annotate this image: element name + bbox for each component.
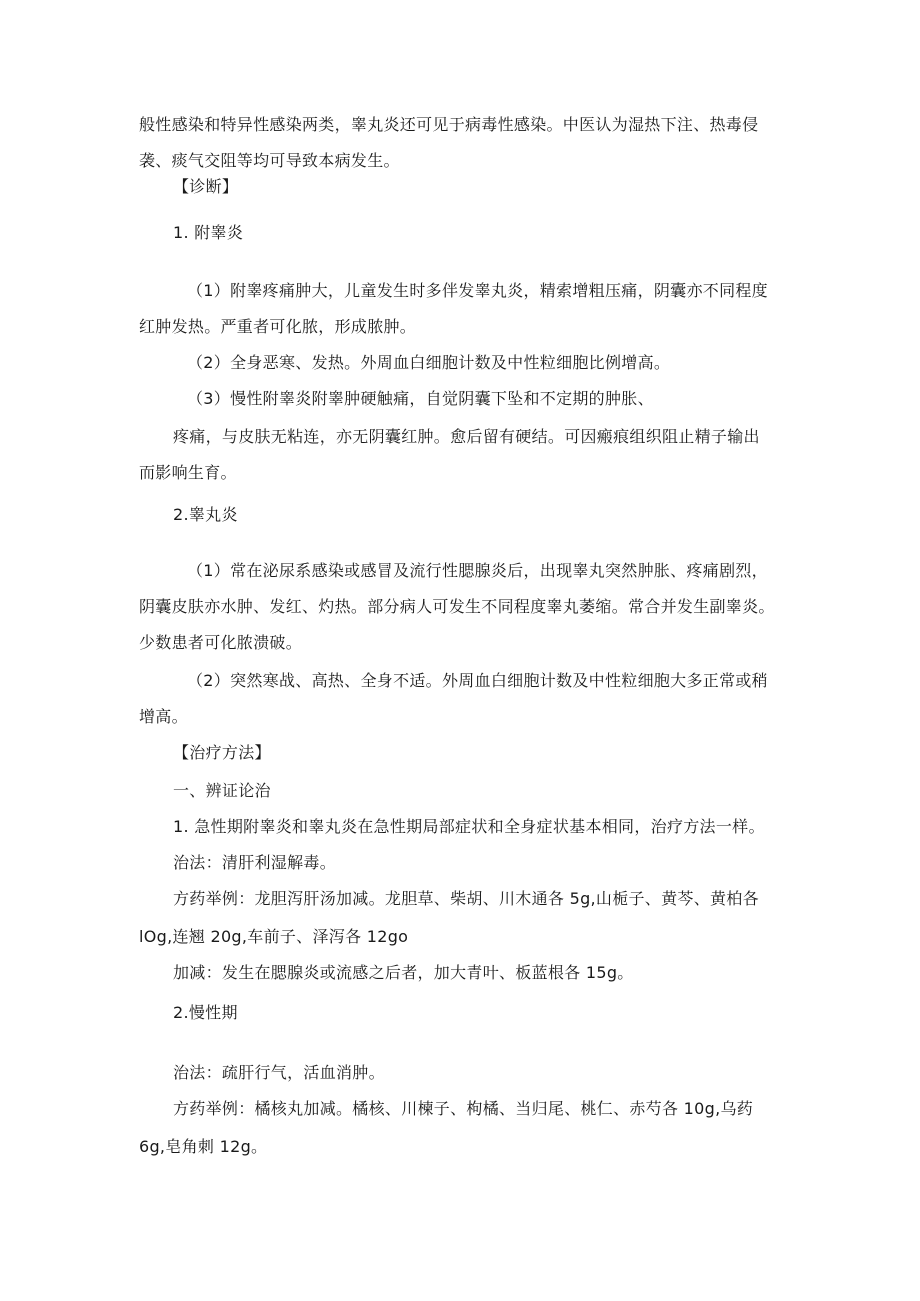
epididymitis-title: 1. 附睾炎 bbox=[173, 223, 244, 242]
epididymitis-item2: （2）全身恶寒、发热。外周血白细胞计数及中性粒细胞比例增高。 bbox=[187, 353, 671, 372]
orchitis-item1-line2: 阴囊皮肤亦水肿、发红、灼热。部分病人可发生不同程度睾丸萎缩。常合并发生副睾炎。 bbox=[139, 597, 775, 616]
orchitis-title: 2.睾丸炎 bbox=[173, 505, 238, 524]
treatment-section-1: 一、辨证论治 bbox=[173, 781, 271, 800]
acute-title: 1. 急性期附睾炎和睾丸炎在急性期局部症状和全身症状基本相同，治疗方法一样。 bbox=[173, 817, 765, 836]
chronic-title: 2.慢性期 bbox=[173, 1003, 238, 1022]
orchitis-item2-line2: 增高。 bbox=[139, 707, 188, 726]
acute-modification: 加减：发生在腮腺炎或流感之后者，加大青叶、板蓝根各 15g。 bbox=[173, 963, 634, 982]
chronic-prescription-line1: 方药举例：橘核丸加减。橘核、川楝子、枸橘、当归尾、桃仁、赤芍各 10g,乌药 bbox=[173, 1099, 754, 1118]
epididymitis-item1-line2: 红肿发热。严重者可化脓，形成脓肿。 bbox=[139, 317, 417, 336]
acute-prescription-line1: 方药举例：龙胆泻肝汤加减。龙胆草、柴胡、川木通各 5g,山栀子、黄芩、黄柏各 bbox=[173, 889, 759, 908]
orchitis-item1-line3: 少数患者可化脓溃破。 bbox=[139, 633, 303, 652]
intro-line-2: 袭、痰气交阻等均可导致本病发生。 bbox=[139, 151, 400, 170]
orchitis-item2-line1: （2）突然寒战、高热、全身不适。外周血白细胞计数及中性粒细胞大多正常或稍 bbox=[187, 671, 768, 690]
orchitis-item1-line1: （1）常在泌尿系感染或感冒及流行性腮腺炎后，出现睾丸突然肿胀、疼痛剧烈， bbox=[187, 561, 768, 580]
epididymitis-item3-line1: （3）慢性附睾炎附睾肿硬触痛，自觉阴囊下坠和不定期的肿胀、 bbox=[187, 389, 654, 408]
acute-prescription-line2: lOg,连翘 20g,车前子、泽泻各 12go bbox=[139, 927, 409, 946]
epididymitis-item1-line1: （1）附睾疼痛肿大，儿童发生时多伴发睾丸炎，精索增粗压痛，阴囊亦不同程度 bbox=[187, 281, 768, 300]
epididymitis-item3-line2: 疼痛，与皮肤无粘连，亦无阴囊红肿。愈后留有硬结。可因瘢痕组织阻止精子输出 bbox=[173, 427, 760, 446]
chronic-method: 治法：疏肝行气，活血消肿。 bbox=[173, 1063, 385, 1082]
intro-line-1: 般性感染和特异性感染两类，睾丸炎还可见于病毒性感染。中医认为湿热下注、热毒侵 bbox=[139, 115, 759, 134]
diagnosis-heading: 【诊断】 bbox=[173, 177, 239, 196]
treatment-heading: 【治疗方法】 bbox=[173, 743, 271, 762]
acute-method: 治法：清肝利湿解毒。 bbox=[173, 853, 337, 872]
epididymitis-item3-line3: 而影响生育。 bbox=[139, 463, 237, 482]
chronic-prescription-line2: 6g,皂角刺 12g。 bbox=[139, 1137, 268, 1156]
